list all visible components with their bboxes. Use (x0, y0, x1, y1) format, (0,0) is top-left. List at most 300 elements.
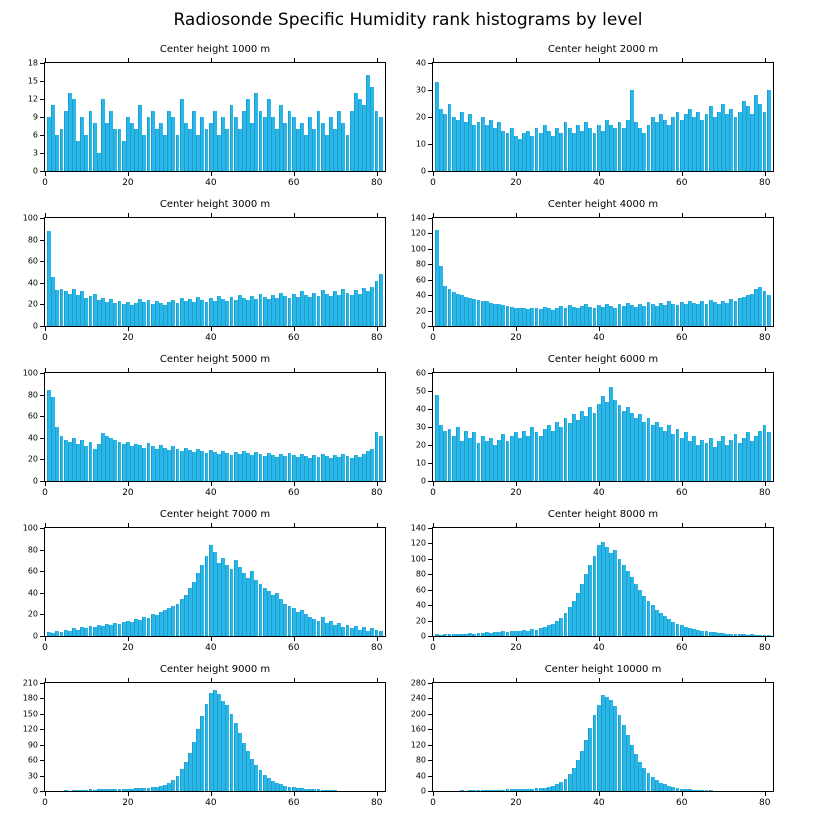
x-tick-top (682, 368, 683, 372)
y-tick (428, 729, 432, 730)
bar (655, 610, 659, 636)
bar (346, 791, 350, 792)
x-tick-label: 60 (288, 178, 300, 188)
y-tick (40, 326, 44, 327)
bar (713, 632, 717, 636)
bar (379, 436, 383, 481)
bar (64, 630, 68, 636)
x-tick-label: 80 (370, 178, 383, 188)
bar (55, 791, 59, 792)
bar (288, 453, 292, 481)
y-tick-label: 20 (415, 440, 426, 450)
bar (489, 633, 493, 636)
bar (196, 449, 200, 481)
bar (659, 783, 663, 791)
y-tick-label: 20 (415, 306, 426, 316)
bar (341, 454, 345, 481)
bar (493, 128, 497, 171)
bar (584, 574, 588, 636)
bar (535, 630, 539, 636)
bar (588, 128, 592, 171)
bar (288, 298, 292, 326)
bar (196, 729, 200, 791)
bar (518, 308, 522, 326)
bar (460, 112, 464, 171)
bar (80, 790, 84, 791)
bar (742, 101, 746, 171)
x-tick-label: 40 (593, 643, 605, 653)
bar (443, 431, 447, 481)
bar (489, 120, 493, 171)
bar (308, 458, 312, 481)
x-tick-label: 20 (122, 333, 134, 343)
y-tick-label: 40 (415, 290, 426, 300)
bar (118, 129, 122, 171)
bar (51, 633, 55, 636)
bar (705, 304, 709, 326)
plot-area (432, 372, 774, 482)
bar (230, 569, 234, 636)
bar (300, 454, 304, 481)
bar (526, 309, 530, 326)
y-tick (428, 714, 432, 715)
bar (192, 302, 196, 326)
x-tick (45, 637, 46, 641)
bar (551, 624, 555, 636)
x-tick-top (433, 58, 434, 62)
bar (456, 634, 460, 636)
x-tick-label: 20 (122, 798, 134, 808)
bar (370, 628, 374, 636)
bar (626, 120, 630, 171)
bar (547, 131, 551, 172)
bar (68, 791, 72, 792)
y-tick-label: 10 (415, 458, 426, 468)
y-tick-label: 0 (420, 786, 426, 796)
x-tick (128, 327, 129, 331)
bar (325, 790, 329, 791)
bar (151, 111, 155, 171)
bar (312, 789, 316, 791)
bar (501, 631, 505, 636)
y-tick (428, 295, 432, 296)
bar (84, 790, 88, 791)
y-tick-label: 30 (415, 85, 426, 95)
bar (184, 762, 188, 791)
bar (205, 129, 209, 171)
bar (501, 305, 505, 326)
bar (217, 694, 221, 791)
y-tick (40, 729, 44, 730)
bar (337, 623, 341, 636)
y-tick-label: 150 (22, 709, 38, 719)
x-tick-top (128, 58, 129, 62)
bar (630, 90, 634, 171)
x-tick-top (765, 213, 766, 217)
x-tick (682, 327, 683, 331)
bar (456, 427, 460, 481)
bar (379, 117, 383, 171)
bar (97, 789, 101, 791)
bar (234, 560, 238, 636)
bar (118, 442, 122, 481)
bar (642, 422, 646, 481)
bar (680, 120, 684, 171)
y-tick (428, 171, 432, 172)
y-tick-label: 60 (27, 256, 38, 266)
y-tick-label: 0 (32, 166, 38, 176)
bar (510, 631, 514, 636)
bar (485, 441, 489, 481)
x-tick-label: 60 (676, 178, 688, 188)
bar (134, 129, 138, 171)
x-tick-top (211, 58, 212, 62)
bar (684, 304, 688, 326)
bar (163, 305, 167, 326)
bar (205, 453, 209, 481)
y-tick (40, 416, 44, 417)
bar (671, 622, 675, 636)
bar (464, 297, 468, 326)
x-tick-top (377, 678, 378, 682)
bar (329, 790, 333, 791)
bar (671, 304, 675, 326)
y-tick-label: 200 (410, 709, 426, 719)
bar (250, 759, 254, 791)
y-tick-label: 90 (27, 740, 38, 750)
bar (526, 789, 530, 791)
bar (97, 625, 101, 636)
bar (147, 117, 151, 171)
bar (68, 93, 72, 171)
y-tick (40, 304, 44, 305)
bar (510, 789, 514, 791)
x-tick-top (516, 213, 517, 217)
bar (155, 615, 159, 636)
bar (217, 454, 221, 481)
x-tick-label: 40 (593, 488, 605, 498)
page-title: Radiosonde Specific Humidity rank histograms by level (173, 10, 643, 30)
bar (350, 295, 354, 326)
bar (366, 451, 370, 481)
bar (671, 117, 675, 171)
x-tick (128, 792, 129, 796)
x-tick-top (128, 368, 129, 372)
bar (362, 105, 366, 171)
bar (680, 625, 684, 636)
bar (155, 301, 159, 326)
bar (55, 427, 59, 481)
bar (705, 114, 709, 171)
y-tick-label: 60 (415, 368, 426, 378)
bar (713, 117, 717, 171)
y-tick (40, 481, 44, 482)
bar (605, 697, 609, 791)
bar (292, 294, 296, 326)
bar (680, 438, 684, 481)
bar (443, 286, 447, 326)
bar (350, 628, 354, 636)
x-tick-top (682, 678, 683, 682)
y-tick (40, 636, 44, 637)
x-tick (516, 327, 517, 331)
bar (688, 441, 692, 481)
bar (333, 455, 337, 481)
bar (622, 128, 626, 171)
bar (642, 768, 646, 791)
bar (576, 125, 580, 171)
bar (634, 122, 638, 171)
bar (188, 299, 192, 326)
bar (267, 299, 271, 326)
x-tick-top (377, 368, 378, 372)
bar (341, 627, 345, 636)
bar (254, 765, 258, 791)
bar (242, 573, 246, 636)
bar-series (45, 683, 385, 791)
bar (234, 452, 238, 481)
y-tick-label: 100 (22, 523, 38, 533)
bar (341, 791, 345, 792)
bar (333, 790, 337, 791)
y-tick (40, 395, 44, 396)
bar (729, 440, 733, 481)
bar (205, 704, 209, 791)
bar (105, 123, 109, 171)
bar (350, 791, 354, 792)
x-tick-label: 0 (430, 643, 436, 653)
bar (489, 790, 493, 791)
x-tick-top (682, 213, 683, 217)
bar (64, 291, 68, 326)
x-tick (128, 172, 129, 176)
bar (279, 454, 283, 481)
bar (526, 131, 530, 172)
bar (354, 93, 358, 171)
bar (366, 631, 370, 636)
y-tick (40, 373, 44, 374)
bar (472, 634, 476, 636)
bar (564, 613, 568, 636)
bar (76, 295, 80, 326)
bar (452, 117, 456, 171)
bar (497, 304, 501, 326)
bar (439, 109, 443, 171)
x-tick-top (45, 213, 46, 217)
x-tick-label: 20 (122, 178, 134, 188)
bar (130, 622, 134, 636)
bar (230, 455, 234, 481)
bar (370, 287, 374, 326)
bar (275, 593, 279, 636)
bar (341, 123, 345, 171)
bar (209, 123, 213, 171)
bar (481, 790, 485, 791)
bar (163, 785, 167, 791)
bar (138, 788, 142, 791)
bar (259, 770, 263, 791)
bar (176, 604, 180, 636)
y-tick-label: 100 (22, 368, 38, 378)
bar (568, 423, 572, 481)
bar (126, 302, 130, 326)
x-tick-top (516, 523, 517, 527)
bar (738, 634, 742, 636)
bar (60, 129, 64, 171)
bar (721, 301, 725, 326)
bar (246, 300, 250, 326)
x-tick-top (128, 678, 129, 682)
bar (696, 304, 700, 326)
y-tick-label: 20 (27, 454, 38, 464)
x-tick-top (45, 368, 46, 372)
bar (522, 630, 526, 636)
y-tick-label: 240 (410, 693, 426, 703)
bar (151, 787, 155, 791)
bar (688, 109, 692, 171)
bar (176, 776, 180, 791)
bar (375, 111, 379, 171)
bar (47, 632, 51, 636)
bar-series (45, 218, 385, 326)
bar (655, 422, 659, 481)
bar (597, 545, 601, 636)
bar (460, 441, 464, 481)
y-tick (40, 791, 44, 792)
bar (176, 449, 180, 481)
bar (105, 624, 109, 636)
bar (448, 289, 452, 326)
bar (464, 634, 468, 636)
bar (51, 791, 55, 792)
bar (568, 774, 572, 791)
bar (192, 742, 196, 791)
bar (634, 307, 638, 326)
y-tick (428, 391, 432, 392)
bar (580, 751, 584, 791)
bar (275, 457, 279, 481)
bar (72, 99, 76, 171)
bar (47, 117, 51, 171)
bar (481, 436, 485, 481)
bar (55, 631, 59, 636)
bar (522, 308, 526, 327)
bar (593, 556, 597, 636)
bar (477, 300, 481, 326)
bar (200, 451, 204, 481)
bar (630, 305, 634, 326)
x-tick-top (128, 213, 129, 217)
bar (126, 621, 130, 636)
y-tick-label: 120 (410, 538, 426, 548)
bar (535, 432, 539, 481)
bar (601, 131, 605, 172)
bar (283, 786, 287, 791)
bar (642, 596, 646, 636)
bar (460, 634, 464, 636)
bar (613, 128, 617, 171)
y-tick (428, 90, 432, 91)
bar (333, 625, 337, 636)
bar (448, 634, 452, 636)
bar (622, 411, 626, 481)
bar (725, 114, 729, 171)
bar (163, 135, 167, 171)
bar (312, 455, 316, 481)
x-tick (765, 172, 766, 176)
y-tick-label: 80 (415, 569, 426, 579)
bar (763, 425, 767, 481)
bar (721, 436, 725, 481)
bar (676, 112, 680, 171)
bar (763, 112, 767, 171)
y-tick (40, 614, 44, 615)
bar (101, 433, 105, 481)
x-tick-label: 40 (593, 333, 605, 343)
bar (514, 308, 518, 327)
x-tick (516, 637, 517, 641)
y-tick (40, 776, 44, 777)
bar (122, 141, 126, 171)
bar (638, 414, 642, 481)
bar (217, 563, 221, 636)
x-tick (682, 637, 683, 641)
bar (109, 789, 113, 791)
x-tick (377, 792, 378, 796)
bar (584, 740, 588, 791)
bar (626, 571, 630, 636)
panel-title: Center height 7000 m (159, 509, 271, 520)
x-tick-label: 60 (288, 643, 300, 653)
bar (89, 296, 93, 326)
bar (271, 117, 275, 171)
y-tick (428, 481, 432, 482)
bar (138, 105, 142, 171)
bar-series (433, 373, 773, 481)
x-tick (433, 792, 434, 796)
bar (597, 125, 601, 171)
y-tick-label: 0 (420, 631, 426, 641)
bar (246, 751, 250, 791)
bar (246, 578, 250, 636)
bar (588, 307, 592, 326)
bar (572, 307, 576, 326)
bar (159, 786, 163, 791)
x-tick-label: 20 (122, 643, 134, 653)
bar (464, 431, 468, 481)
bar (354, 791, 358, 792)
bar (551, 786, 555, 791)
bar (279, 599, 283, 636)
bar (80, 117, 84, 171)
bar (346, 135, 350, 171)
x-tick-label: 60 (288, 488, 300, 498)
bar (60, 632, 64, 636)
bar (93, 627, 97, 636)
y-tick-label: 0 (420, 321, 426, 331)
y-tick-label: 40 (415, 600, 426, 610)
bar (705, 443, 709, 481)
bar (254, 580, 258, 636)
bar (64, 790, 68, 791)
bar (109, 299, 113, 326)
y-tick (40, 63, 44, 64)
bar (651, 117, 655, 171)
bar (717, 441, 721, 481)
bar (209, 298, 213, 326)
bar (171, 446, 175, 481)
bar (618, 304, 622, 326)
